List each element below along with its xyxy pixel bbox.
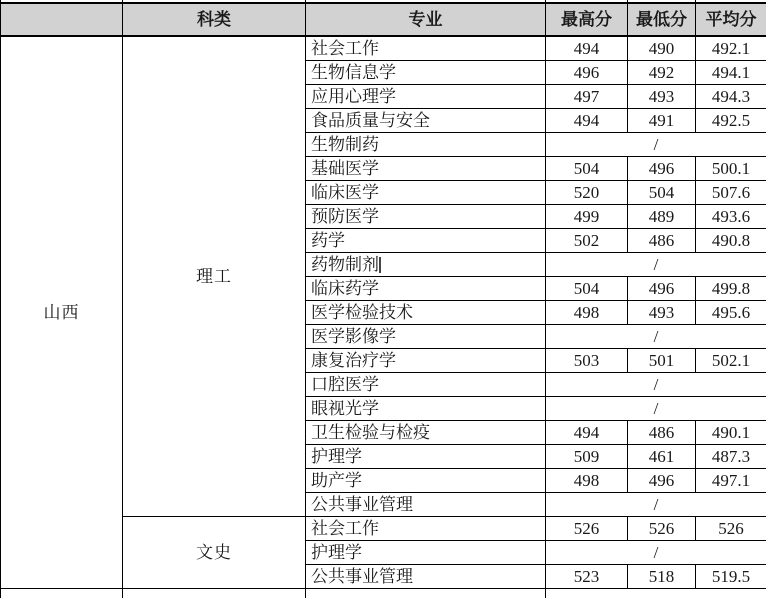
cell-no-data: /: [546, 133, 766, 157]
cell-avg: 502.1: [696, 349, 766, 373]
cell-min: 496: [628, 469, 696, 493]
cell-major: 临床药学: [306, 277, 546, 301]
cell-min: 493: [628, 301, 696, 325]
cell-avg: 526: [696, 517, 766, 541]
cell-major: 助产学: [306, 469, 546, 493]
cell-min: 491: [628, 109, 696, 133]
header-avg-score: 平均分: [696, 3, 766, 36]
clipped-cell: [1, 589, 123, 598]
cell-max: 494: [546, 109, 628, 133]
header-min-score: 最低分: [628, 3, 696, 36]
cell-major-text: 药物制剂: [311, 254, 379, 274]
cell-min: 486: [628, 229, 696, 253]
cell-major: 口腔医学: [306, 373, 546, 397]
cell-max: 523: [546, 565, 628, 589]
cell-major: 食品质量与安全: [306, 109, 546, 133]
cell-major: 临床医学: [306, 181, 546, 205]
cell-max: 494: [546, 421, 628, 445]
cell-max: 504: [546, 157, 628, 181]
cell-min: 490: [628, 36, 696, 61]
category-cell-science: 理工: [123, 36, 306, 517]
cell-min: 501: [628, 349, 696, 373]
cell-no-data: /: [546, 493, 766, 517]
cell-min: 461: [628, 445, 696, 469]
clipped-cell: [123, 589, 306, 598]
cell-major: 应用心理学: [306, 85, 546, 109]
cell-max: 498: [546, 301, 628, 325]
clipped-cell: [546, 589, 766, 598]
cell-max: 498: [546, 469, 628, 493]
cell-avg: 494.3: [696, 85, 766, 109]
cell-avg: 519.5: [696, 565, 766, 589]
cell-no-data: /: [546, 253, 766, 277]
cell-major: 公共事业管理: [306, 565, 546, 589]
cell-no-data: /: [546, 541, 766, 565]
cell-major: 药学: [306, 229, 546, 253]
cell-avg: 490.8: [696, 229, 766, 253]
cell-min: 486: [628, 421, 696, 445]
cell-avg: 499.8: [696, 277, 766, 301]
cell-min: 493: [628, 85, 696, 109]
cell-avg: 495.6: [696, 301, 766, 325]
cell-avg: 487.3: [696, 445, 766, 469]
cell-major: 社会工作: [306, 517, 546, 541]
cell-major: 基础医学: [306, 157, 546, 181]
cell-major: 眼视光学: [306, 397, 546, 421]
region-cell: 山西: [1, 36, 123, 589]
cell-avg: 490.1: [696, 421, 766, 445]
cell-min: 526: [628, 517, 696, 541]
cell-major: 护理学: [306, 445, 546, 469]
cell-min: 504: [628, 181, 696, 205]
cell-max: 496: [546, 61, 628, 85]
cell-major: 卫生检验与检疫: [306, 421, 546, 445]
cell-major-editing[interactable]: [306, 253, 546, 277]
cell-major: 生物信息学: [306, 61, 546, 85]
cell-no-data: /: [546, 397, 766, 421]
cell-max: 494: [546, 36, 628, 61]
clipped-bottom-row: [1, 589, 766, 598]
cell-no-data: /: [546, 373, 766, 397]
text-cursor: [379, 257, 381, 273]
cell-min: 496: [628, 157, 696, 181]
cell-major: 医学影像学: [306, 325, 546, 349]
cell-major: 康复治疗学: [306, 349, 546, 373]
cell-no-data: /: [546, 325, 766, 349]
cell-max: 526: [546, 517, 628, 541]
cell-major: 社会工作: [306, 36, 546, 61]
cell-avg: 500.1: [696, 157, 766, 181]
cell-max: 509: [546, 445, 628, 469]
header-major: 专业: [306, 3, 546, 36]
header-max-score: 最高分: [546, 3, 628, 36]
cell-avg: 493.6: [696, 205, 766, 229]
header-row: [1, 3, 766, 36]
cell-avg: 497.1: [696, 469, 766, 493]
cell-min: 492: [628, 61, 696, 85]
cell-major: 生物制药: [306, 133, 546, 157]
cell-min: 489: [628, 205, 696, 229]
cell-avg: 492.5: [696, 109, 766, 133]
cell-min: 518: [628, 565, 696, 589]
cell-min: 496: [628, 277, 696, 301]
cell-max: 502: [546, 229, 628, 253]
cell-avg: 492.1: [696, 36, 766, 61]
cell-major: 公共事业管理: [306, 493, 546, 517]
cell-max: 520: [546, 181, 628, 205]
cell-max: 499: [546, 205, 628, 229]
cell-max: 503: [546, 349, 628, 373]
cell-major: 护理学: [306, 541, 546, 565]
category-cell-liberal-arts: 文史: [123, 517, 306, 589]
cell-max: 497: [546, 85, 628, 109]
cell-max: 504: [546, 277, 628, 301]
cell-avg: 507.6: [696, 181, 766, 205]
cell-major: 预防医学: [306, 205, 546, 229]
cell-major: 医学检验技术: [306, 301, 546, 325]
header-category: 科类: [123, 3, 306, 36]
table-row: [1, 36, 766, 61]
cell-avg: 494.1: [696, 61, 766, 85]
clipped-cell: [306, 589, 546, 598]
header-region-blank: [1, 3, 123, 36]
